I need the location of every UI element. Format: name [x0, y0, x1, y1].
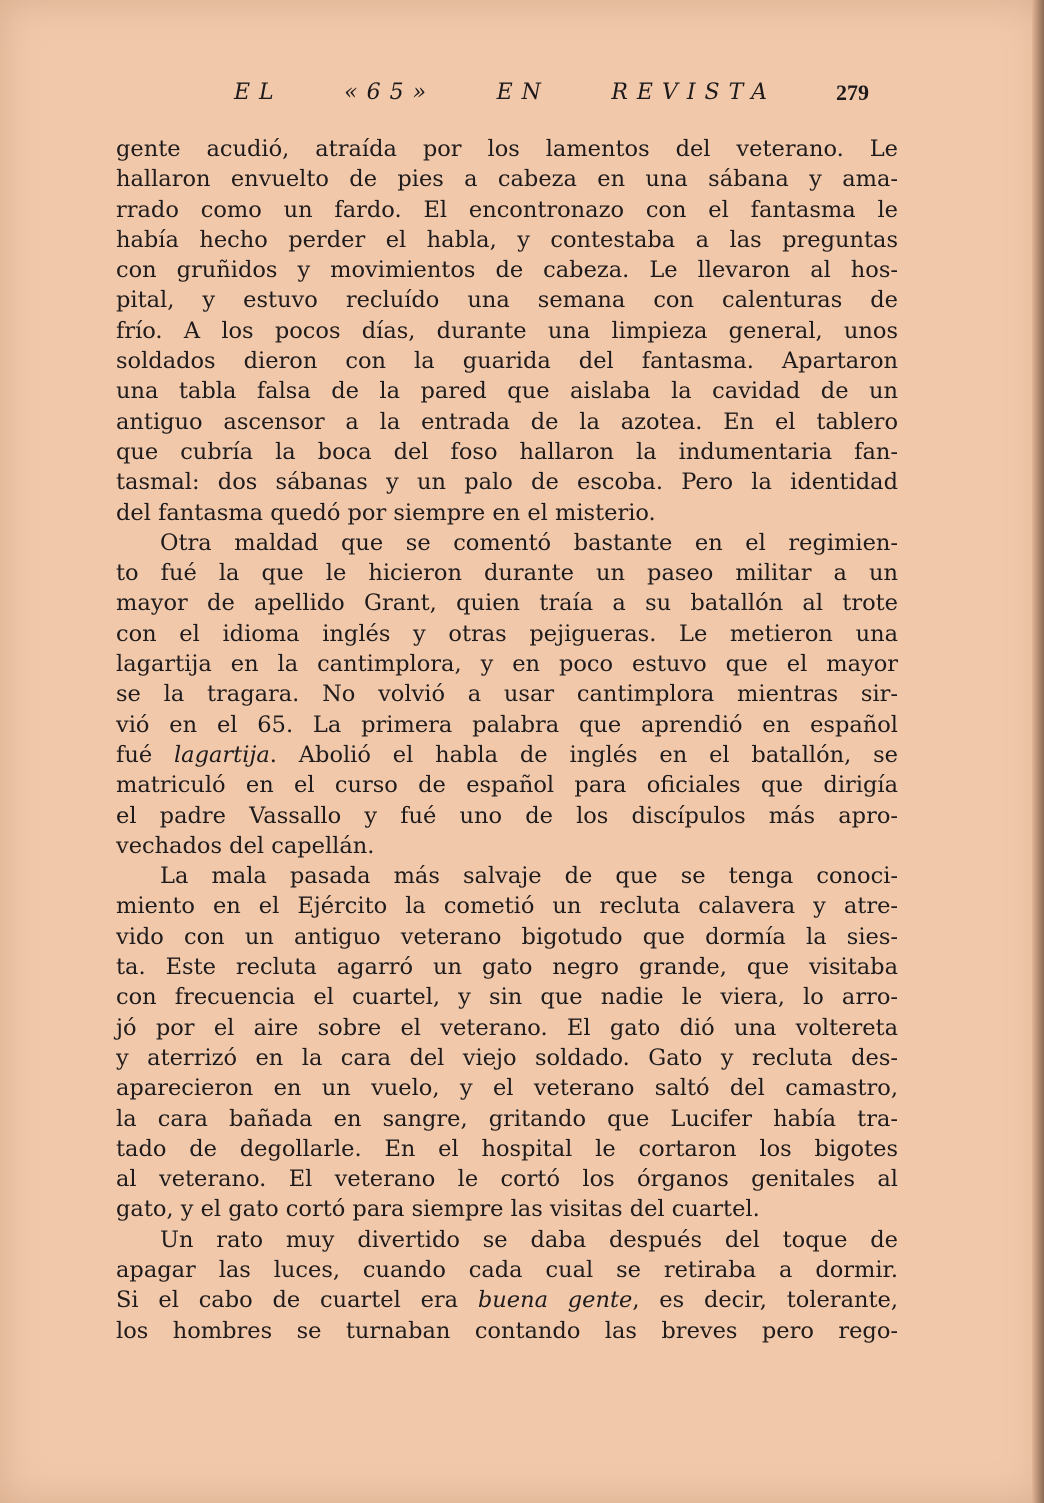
text-line: soldados dieron con la guarida del fantasma. Apartaron	[116, 348, 898, 375]
text-line: vió en el 65. La primera palabra que aprendió en español	[116, 711, 898, 738]
text-line	[116, 740, 898, 770]
text-run: . Abolió el habla de inglés en el batallón, se	[269, 741, 898, 768]
text-line: apagar las luces, cuando cada cual se retiraba a dormir.	[116, 1256, 898, 1283]
text-line: lagartija en la cantimplora, y en poco estuvo que el mayor	[116, 651, 898, 678]
running-head-word: EN	[496, 80, 550, 105]
text-line: se la tragara. No volvió a usar cantimplora mientras sir-	[116, 681, 898, 708]
text-line	[116, 1285, 898, 1315]
text-line: aparecieron en un vuelo, y el veterano saltó del camastro,	[116, 1075, 898, 1102]
running-head-word: «65»	[344, 80, 436, 105]
text-line: frío. A los pocos días, durante una limpieza general, unos	[116, 317, 898, 344]
text-line: gato, y el gato cortó para siempre las visitas del cuartel.	[116, 1196, 760, 1223]
text-line: al veterano. El veterano le cortó los órganos genitales al	[116, 1166, 898, 1193]
running-head-word: EL	[234, 80, 283, 105]
text-line: tasmal: dos sábanas y un palo de escoba. Pero la identidad	[116, 469, 898, 496]
text-line: había hecho perder el habla, y contestaba a las preguntas	[116, 226, 898, 253]
text-line: la cara bañada en sangre, gritando que Lucifer había tra-	[116, 1105, 898, 1132]
text-line: mayor de apellido Grant, quien traía a su batallón al trote	[116, 590, 898, 617]
text-line: vechados del capellán.	[116, 832, 375, 859]
text-line: Un rato muy divertido se daba después del toque de	[160, 1226, 898, 1253]
text-line: vido con un antiguo veterano bigotudo que dormía la sies-	[116, 923, 898, 950]
text-line: los hombres se turnaban contando las breves pero rego-	[116, 1317, 898, 1344]
text-line: pital, y estuvo recluído una semana con calenturas de	[116, 287, 898, 314]
text-line: miento en el Ejército la cometió un recluta calavera y atre-	[116, 893, 898, 920]
text-run: , es decir, tolerante,	[632, 1287, 898, 1314]
body-text	[116, 134, 898, 1346]
text-line: rrado como un fardo. El encontronazo con el fantasma le	[116, 196, 898, 223]
text-run: fué	[116, 741, 174, 768]
running-head-word: REVISTA	[611, 80, 776, 105]
text-line: antiguo ascensor a la entrada de la azotea. En el tablero	[116, 408, 898, 435]
text-line: jó por el aire sobre el veterano. El gato dió una voltereta	[116, 1014, 898, 1041]
text-line: hallaron envuelto de pies a cabeza en una sábana y ama-	[116, 166, 898, 193]
text-run: Si el cabo de cuartel era	[116, 1287, 478, 1314]
text-line: con gruñidos y movimientos de cabeza. Le llevaron al hos-	[116, 257, 898, 284]
text-line: con el idioma inglés y otras pejigueras. Le metieron una	[116, 620, 898, 647]
text-line: ta. Este recluta agarró un gato negro grande, que visitaba	[116, 954, 898, 981]
text-line: con frecuencia el cuartel, y sin que nadie le viera, lo arro-	[116, 984, 898, 1011]
page-number: 279	[836, 80, 869, 105]
text-line: gente acudió, atraída por los lamentos del veterano. Le	[116, 136, 898, 162]
text-line: del fantasma quedó por siempre en el misterio.	[116, 499, 656, 526]
running-head	[234, 80, 776, 105]
text-line: to fué la que le hicieron durante un paseo militar a un	[116, 560, 898, 587]
text-line: una tabla falsa de la pared que aislaba la cavidad de un	[116, 378, 898, 405]
italic-phrase: buena gente	[477, 1287, 633, 1314]
text-line: y aterrizó en la cara del viejo soldado. Gato y recluta des-	[116, 1044, 898, 1071]
page-edge-shadow	[1032, 0, 1044, 1503]
italic-word: lagartija	[173, 741, 270, 768]
text-line: matriculó en el curso de español para oficiales que dirigía	[116, 772, 898, 799]
text-line: La mala pasada más salvaje de que se tenga conoci-	[160, 863, 898, 890]
text-line: que cubría la boca del foso hallaron la indumentaria fan-	[116, 438, 898, 465]
text-line: Otra maldad que se comentó bastante en el regimien-	[160, 529, 898, 556]
text-line: el padre Vassallo y fué uno de los discípulos más apro-	[116, 802, 898, 829]
text-line: tado de degollarle. En el hospital le cortaron los bigotes	[116, 1135, 898, 1162]
